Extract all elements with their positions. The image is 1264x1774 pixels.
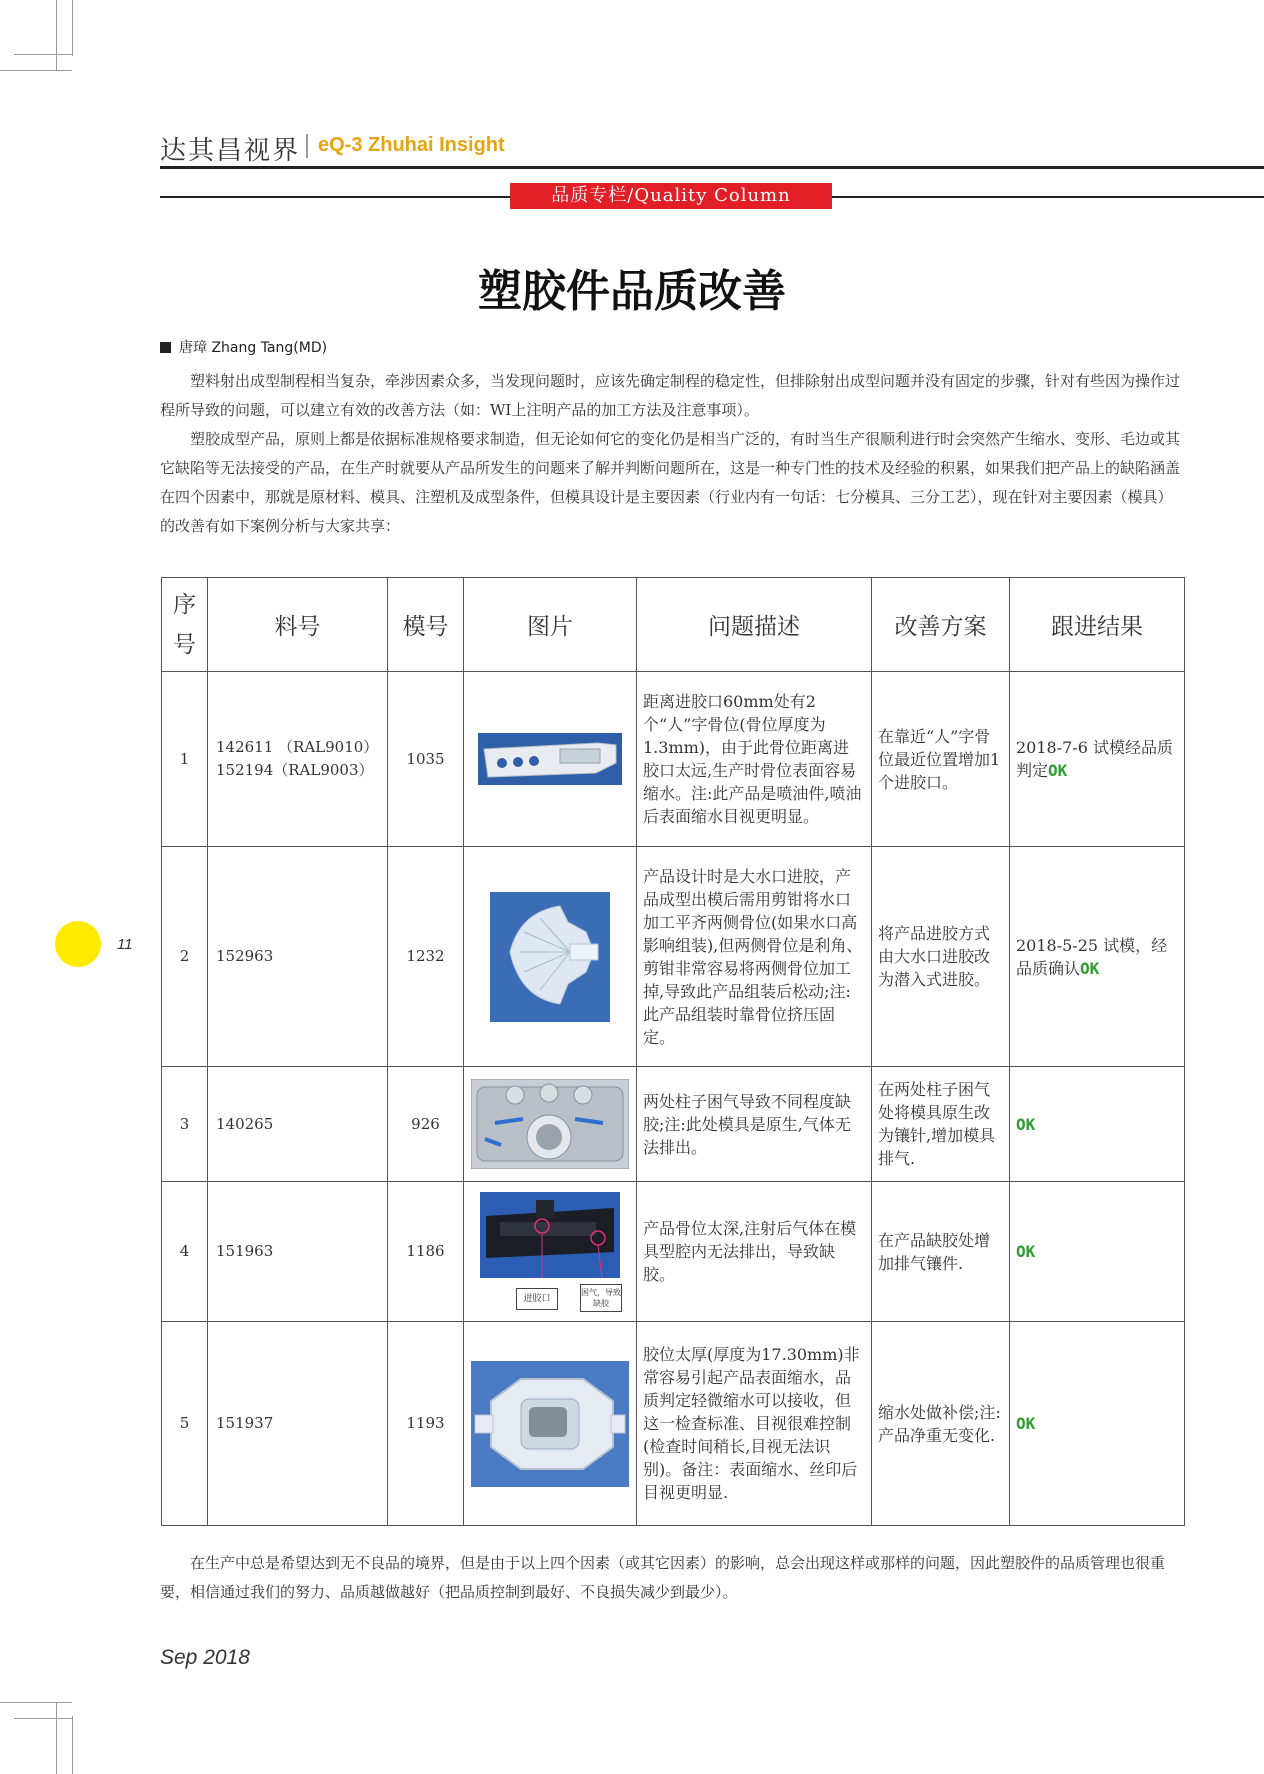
part-photo-1 — [478, 733, 622, 785]
closing-paragraph: 在生产中总是希望达到无不良品的境界，但是由于以上四个因素（或其它因素）的影响，总会出现这样或那样的问题，因此塑胶件的品质管理也很重要，相信通过我们的努力、品质越做越好（把品质控制到最好、不良损失减少到最少）。 — [160, 1554, 1166, 1601]
row-seq: 1 — [162, 672, 208, 847]
intro-paragraph-1: 塑料射出成型制程相当复杂，牵涉因素众多，当发现问题时，应该先确定制程的稳定性，但排除射出成型问题并没有固定的步骤，针对有些因为操作过程所导致的问题，可以建立有效的改善方法（如：WI上注明产品的加工方法及注意事项）。 — [160, 372, 1181, 419]
row-picture — [464, 1182, 637, 1322]
table-row — [162, 1182, 1185, 1322]
col-header-seq: 序号 — [162, 578, 208, 672]
table-row — [162, 847, 1185, 1067]
crop-mark — [14, 54, 72, 55]
table-header-row — [162, 578, 1185, 672]
row-seq: 3 — [162, 1067, 208, 1182]
crop-mark — [56, 0, 57, 70]
row-result — [1010, 1067, 1185, 1182]
brand-english: eQ-3 Zhuhai Insight — [318, 134, 505, 156]
row-mold-number: 1186 — [388, 1182, 464, 1322]
row-part-number — [208, 1182, 388, 1322]
part-number-line: 142611 （RAL9010） — [216, 738, 379, 756]
crop-mark — [0, 70, 72, 71]
row-part-number — [208, 1067, 388, 1182]
crop-mark — [72, 0, 73, 56]
result-ok: OK — [1016, 1242, 1036, 1261]
row-mold-number: 926 — [388, 1067, 464, 1182]
row-issue: 胶位太厚(厚度为17.30mm)非常容易引起产品表面缩水，品质判定轻微缩水可以接收，但这一检查标准、目视很难控制(检查时间稍长,目视无法识别)。备注：表面缩水、丝印后目视更明显. — [637, 1322, 872, 1526]
row-issue: 产品骨位太深,注射后气体在模具型腔内无法排出，导致缺胶。 — [637, 1182, 872, 1322]
author-line — [160, 337, 327, 357]
row-issue: 两处柱子困气导致不同程度缺胶;注:此处模具是原生,气体无法排出。 — [637, 1067, 872, 1182]
part-photo-3 — [471, 1079, 629, 1169]
part-photo-4-image — [480, 1192, 620, 1278]
row-mold-number: 1035 — [388, 672, 464, 847]
col-header-mold: 模号 — [388, 578, 464, 672]
improvement-case-table — [161, 577, 1185, 1526]
part-photo-2 — [490, 892, 610, 1022]
author-name: 唐璋 Zhang Tang(MD) — [179, 340, 328, 356]
crop-mark — [56, 1702, 57, 1774]
row-solution: 在产品缺胶处增加排气镶件. — [872, 1182, 1010, 1322]
result-ok: OK — [1016, 1414, 1036, 1433]
col-header-issue: 问题描述 — [637, 578, 872, 672]
col-header-picture: 图片 — [464, 578, 637, 672]
column-tag: 品质专栏/Quality Column — [510, 183, 832, 209]
row-result — [1010, 1182, 1185, 1322]
issue-date: Sep 2018 — [160, 1646, 250, 1669]
part-number-line: 151963 — [216, 1242, 274, 1260]
result-text: 2018-5-25 试模，经品质确认 — [1016, 935, 1168, 978]
part-number-line: 152194（RAL9003） — [216, 761, 374, 779]
brand-divider — [306, 134, 308, 158]
intro-paragraph-2: 塑胶成型产品，原则上都是依据标准规格要求制造，但无论如何它的变化仍是相当广泛的，有时当生产很顺利进行时会突然产生缩水、变形、毛边或其它缺陷等无法接受的产品，在生产时就要从产品所发生的问题来了解并判断问题所在，这是一种专门性的技术及经验的积累，如果我们把产品上的缺陷涵盖在四个因素中，那就是原材料、模具、注塑机及成型条件，但模具设计是主要因素（行业内有一句话：七分模具、三分工艺），现在针对主要因素（模具）的改善有如下案例分析与大家共享： — [160, 430, 1181, 535]
col-header-result: 跟进结果 — [1010, 578, 1185, 672]
row-result — [1010, 1322, 1185, 1526]
result-text: 2018-7-6 试模经品质判定 — [1016, 738, 1173, 780]
page-number: 11 — [117, 936, 133, 953]
table-row — [162, 1067, 1185, 1182]
row-result — [1010, 847, 1185, 1067]
bullet-square-icon — [160, 342, 171, 353]
crop-mark — [14, 1718, 72, 1719]
row-part-number — [208, 672, 388, 847]
row-seq: 4 — [162, 1182, 208, 1322]
page-marker-dot — [55, 921, 101, 967]
row-solution: 将产品进胶方式由大水口进胶改为潜入式进胶。 — [872, 847, 1010, 1067]
part-photo-5 — [471, 1361, 629, 1487]
result-ok: OK — [1048, 761, 1068, 780]
col-header-part: 料号 — [208, 578, 388, 672]
row-solution: 缩水处做补偿;注:产品净重无变化. — [872, 1322, 1010, 1526]
row-solution: 在靠近“人”字骨位最近位置增加1个进胶口。 — [872, 672, 1010, 847]
row-picture — [464, 1067, 637, 1182]
row-picture — [464, 1322, 637, 1526]
brand-chinese: 达其昌视界 — [160, 136, 301, 166]
row-part-number — [208, 1322, 388, 1526]
row-issue: 距离进胶口60mm处有2个“人”字骨位(骨位厚度为1.3mm)，由于此骨位距离进胶口太远,生产时骨位表面容易缩水。注:此产品是喷油件,喷油后表面缩水目视更明显。 — [637, 672, 872, 847]
row-seq: 2 — [162, 847, 208, 1067]
article-title: 塑胶件品质改善 — [478, 266, 786, 317]
result-ok: OK — [1080, 958, 1100, 978]
result-ok: OK — [1016, 1114, 1036, 1134]
row-mold-number: 1193 — [388, 1322, 464, 1526]
row-solution: 在两处柱子困气处将模具原生改为镶针,增加模具排气. — [872, 1067, 1010, 1182]
row-result — [1010, 672, 1185, 847]
row-mold-number: 1232 — [388, 847, 464, 1067]
row-picture — [464, 672, 637, 847]
header-rule — [160, 166, 1264, 169]
col-header-solution: 改善方案 — [872, 578, 1010, 672]
part-number-line: 152963 — [216, 947, 274, 965]
table-row — [162, 672, 1185, 847]
row-picture — [464, 847, 637, 1067]
row-part-number — [208, 847, 388, 1067]
table-row — [162, 1322, 1185, 1526]
label-gate: 进胶口 — [516, 1288, 558, 1310]
crop-mark — [0, 1702, 72, 1703]
part-number-line: 151937 — [216, 1414, 274, 1432]
row-issue: 产品设计时是大水口进胶，产品成型出模后需用剪钳将水口加工平齐两侧骨位(如果水口高影响组装),但两侧骨位是利角、剪钳非常容易将两侧骨位加工掉,导致此产品组装后松动;注:此产品组装时靠骨位挤压固定。 — [637, 847, 872, 1067]
part-number-line: 140265 — [216, 1114, 274, 1133]
crop-mark — [72, 1716, 73, 1774]
label-trapped-air: 困气，导致缺胶 — [580, 1284, 622, 1312]
row-seq: 5 — [162, 1322, 208, 1526]
part-photo-4 — [470, 1188, 630, 1316]
